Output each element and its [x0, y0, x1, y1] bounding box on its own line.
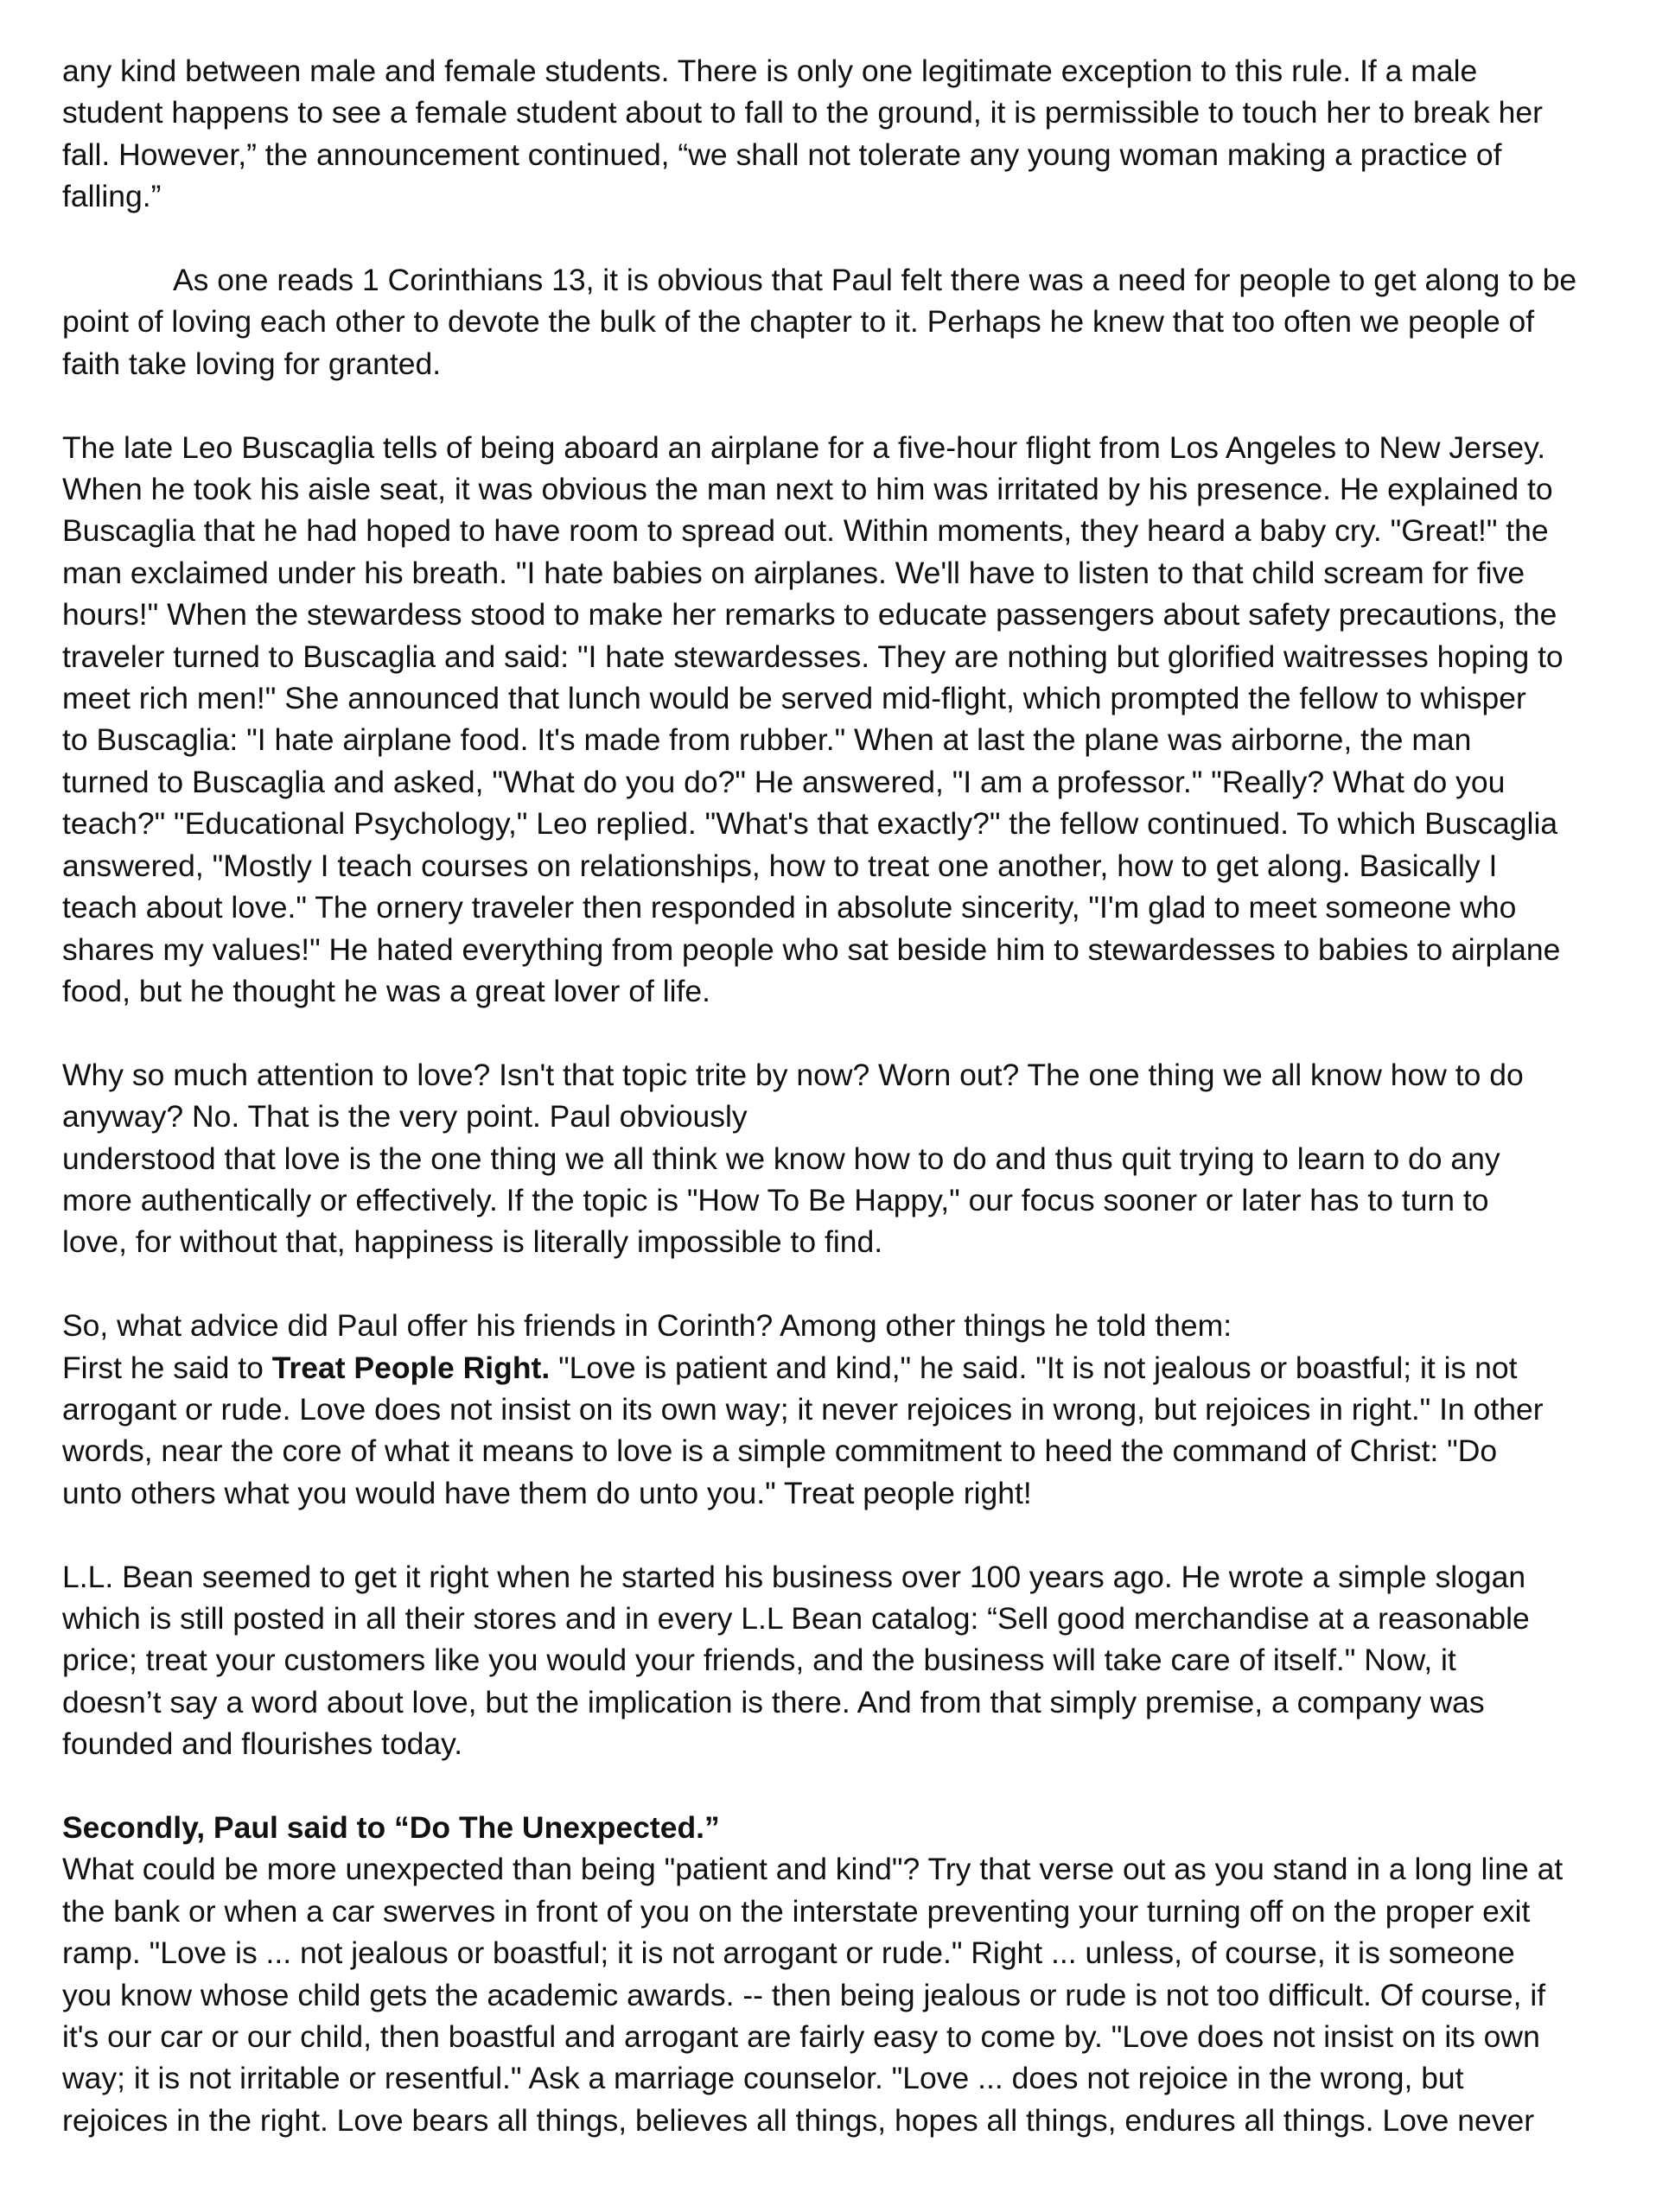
text-line: Buscaglia that he had hoped to have room to spread out. Within moments, they heard a baby cry. "Great!" the	[62, 513, 1549, 549]
text-line: the bank or when a car swerves in front of you on the interstate preventing your turning off on the proper exit	[62, 1893, 1531, 1929]
text-line: food, but he thought he was a great lover of life.	[62, 973, 710, 1008]
text-line: When he took his aisle seat, it was obvious the man next to him was irritated by his presence. He explained to	[62, 472, 1553, 507]
paragraph-why-love	[62, 1054, 1627, 1263]
text-line: any kind between male and female students. There is only one legitimate exception to this rule. If a male	[62, 54, 1478, 88]
text-line: it's our car or our child, then boastful and arrogant are fairly easy to come by. "Love does not insist on its own	[62, 2019, 1540, 2054]
text-line: anyway? No. That is the very point. Paul obviously	[62, 1099, 748, 1135]
text-line: arrogant or rude. Love does not insist on its own way; it never rejoices in wrong, but rejoices in right." In other	[62, 1391, 1544, 1427]
text-line: meet rich men!" She announced that lunch would be served mid-flight, which prompted the fellow to whisper	[62, 681, 1526, 716]
text-line: fall. However,” the announcement continued, “we shall not tolerate any young woman making a practice of	[62, 137, 1502, 172]
text-line: traveler turned to Buscaglia and said: "I hate stewardesses. They are nothing but glorified waitresses hoping to	[62, 639, 1564, 674]
document-page	[62, 50, 1627, 2183]
text-line: teach?" "Educational Psychology," Leo replied. "What's that exactly?" the fellow continued. To which Buscaglia	[62, 806, 1558, 842]
text-line: What could be more unexpected than being "patient and kind"? Try that verse out as you stand in a long line at	[62, 1852, 1564, 1887]
text-line: turned to Buscaglia and asked, "What do you do?" He answered, "I am a professor." "Really? What do you	[62, 764, 1506, 799]
text-line: rejoices in the right. Love bears all things, believes all things, hopes all things, endures all things. Love never	[62, 2102, 1535, 2138]
text-line: student happens to see a female student about to fall to the ground, it is permissible to touch her to break her	[62, 95, 1543, 130]
lead-text: First he said to	[62, 1350, 272, 1385]
lead-rest-text: "Love is patient and kind," he said. "It is not jealous or boastful; it is not	[550, 1350, 1518, 1385]
text-line: As one reads 1 Corinthians 13, it is obvious that Paul felt there was a need for people to get along to be	[173, 263, 1577, 298]
text-line: point of loving each other to devote the bulk of the chapter to it. Perhaps he knew that too often we people of	[62, 304, 1535, 340]
text-line: love, for without that, happiness is literally impossible to find.	[62, 1224, 883, 1260]
text-line: teach about love." The ornery traveler then responded in absolute sincerity, "I'm glad to meet someone who	[62, 890, 1517, 925]
text-line: unto others what you would have them do unto you." Treat people right!	[62, 1475, 1032, 1510]
text-line: founded and flourishes today.	[62, 1726, 463, 1762]
text-line: to Buscaglia: "I hate airplane food. It's made from rubber." When at last the plane was airborne, the man	[62, 722, 1472, 758]
text-line: The late Leo Buscaglia tells of being aboard an airplane for a five-hour flight from Los Angeles to New Jersey.	[62, 429, 1546, 465]
text-line: doesn’t say a word about love, but the implication is there. And from that simply premise, a company was	[62, 1684, 1485, 1719]
text-line: words, near the core of what it means to love is a simple commitment to heed the command of Christ: "Do	[62, 1433, 1498, 1469]
text-line: L.L. Bean seemed to get it right when he started his business over 100 years ago. He wrote a simple slogan	[62, 1559, 1526, 1594]
bold-phrase-treat-people-right: Treat People Right.	[271, 1350, 551, 1385]
text-line: falling.”	[62, 179, 162, 214]
paragraph-do-the-unexpected	[62, 1807, 1627, 2141]
paragraph-treat-people-right	[62, 1305, 1627, 1514]
text-line: you know whose child gets the academic awards. -- then being jealous or rude is not too difficult. Of course, if	[62, 1977, 1546, 2012]
text-line: which is still posted in all their stores and in every L.L Bean catalog: “Sell good merchandise at a reasonable	[62, 1600, 1530, 1636]
text-line: faith take loving for granted.	[62, 346, 442, 381]
text-line: hours!" When the stewardess stood to make her remarks to educate passengers about safety precautions, the	[62, 597, 1557, 632]
paragraph-ll-bean	[62, 1556, 1627, 1765]
paragraph-announcement	[62, 50, 1627, 218]
text-line: way; it is not irritable or resentful." Ask a marriage counselor. "Love ... does not rejoice in the wrong, but	[62, 2061, 1464, 2096]
section-heading: Secondly, Paul said to “Do The Unexpected.”	[62, 1809, 720, 1845]
text-line: price; treat your customers like you would your friends, and the business will take care of itself." Now, it	[62, 1643, 1456, 1678]
text-line: ramp. "Love is ... not jealous or boastful; it is not arrogant or rude." Right ... unless, of course, it is someone	[62, 1936, 1515, 1971]
text-line: more authentically or effectively. If the topic is "How To Be Happy," our focus sooner or later has to turn to	[62, 1182, 1489, 1217]
text-line: So, what advice did Paul offer his friends in Corinth? Among other things he told them:	[62, 1308, 1232, 1344]
text-line: man exclaimed under his breath. "I hate babies on airplanes. We'll have to listen to that child scream for five	[62, 555, 1525, 590]
text-line: understood that love is the one thing we all think we know how to do and thus quit trying to learn to do any	[62, 1141, 1500, 1176]
text-line: answered, "Mostly I teach courses on relationships, how to treat one another, how to get along. Basically I	[62, 848, 1498, 883]
paragraph-buscaglia	[62, 427, 1627, 1013]
paragraph-corinthians	[62, 259, 1627, 385]
text-line: Why so much attention to love? Isn't that topic trite by now? Worn out? The one thing we all know how to do	[62, 1057, 1524, 1092]
text-line: shares my values!" He hated everything from people who sat beside him to stewardesses to babies to airplane	[62, 931, 1561, 967]
text-line	[62, 1347, 1627, 1389]
